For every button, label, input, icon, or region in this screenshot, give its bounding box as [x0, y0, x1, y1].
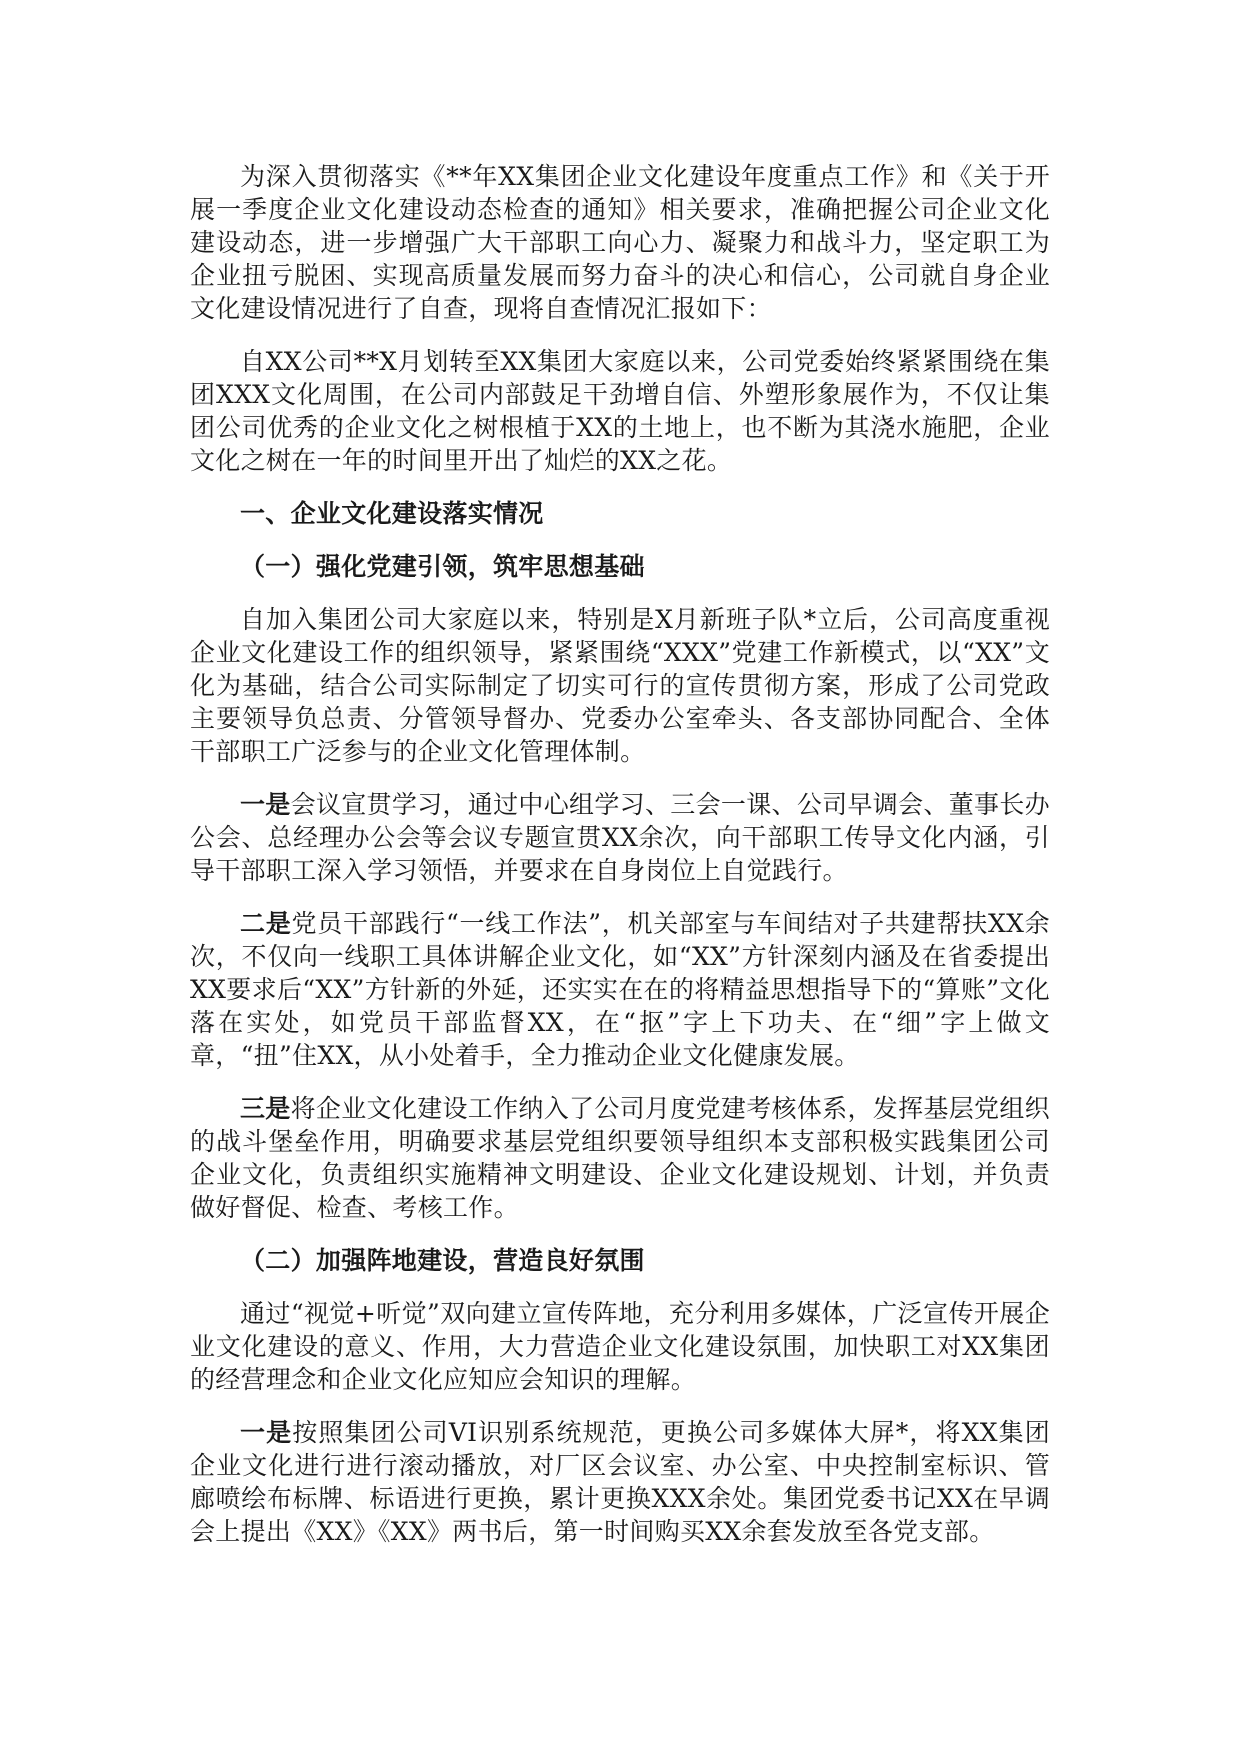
subsection-1-item-1 [190, 788, 1050, 887]
intro-paragraph-1: 为深入贯彻落实《**年XX集团企业文化建设年度重点工作》和《关于开展一季度企业文化建设动态检查的通知》相关要求，准确把握公司企业文化建设动态，进一步增强广大干部职工向心力、凝聚力和战斗力，坚定职工为企业扭亏脱困、实现高质量发展而努力奋斗的决心和信心，公司就自身企业文化建设情况进行了自查，现将自查情况汇报如下： [190, 162, 1050, 323]
subsection-1-heading: （一）强化党建引领，筑牢思想基础 [240, 552, 645, 581]
subsection-2-item-1 [190, 1416, 1050, 1548]
subsection-2-body: 通过“视觉+听觉”双向建立宣传阵地，充分利用多媒体，广泛宣传开展企业文化建设的意义、作用，大力营造企业文化建设氛围，加快职工对XX集团的经营理念和企业文化应知应会知识的理解。 [190, 1299, 1050, 1394]
subsection-2-heading: （二）加强阵地建设，营造良好氛围 [240, 1246, 645, 1275]
item-lead: 一是 [240, 790, 291, 819]
subsection-1-item-2 [190, 907, 1050, 1072]
item-lead: 二是 [240, 909, 292, 938]
item-lead: 一是 [240, 1418, 293, 1447]
item-text: 会议宣贯学习，通过中心组学习、三会一课、公司早调会、董事长办公会、总经理办公会等会议专题宣贯XX余次，向干部职工传导文化内涵，引导干部职工深入学习领悟，并要求在自身岗位上自觉践行。 [190, 790, 1050, 885]
subsection-1-body: 自加入集团公司大家庭以来，特别是X月新班子队*立后，公司高度重视企业文化建设工作的组织领导，紧紧围绕“XXX”党建工作新模式，以“XX”文化为基础，结合公司实际制定了切实可行的宣传贯彻方案，形成了公司党政主要领导负总责、分管领导督办、党委办公室牵头、各支部协同配合、全体干部职工广泛参与的企业文化管理体制。 [190, 605, 1050, 766]
item-text: 按照集团公司VI识别系统规范，更换公司多媒体大屏*，将XX集团企业文化进行进行滚动播放，对厂区会议室、办公室、中央控制室标识、管廊喷绘布标牌、标语进行更换，累计更换XXX余处。集团党委书记XX在早调会上提出《XX》《XX》两书后，第一时间购买XX余套发放至各党支部。 [190, 1418, 1051, 1546]
item-text: 党员干部践行“一线工作法”，机关部室与车间结对子共建帮扶XX余次，不仅向一线职工具体讲解企业文化，如“XX”方针深刻内涵及在省委提出XX要求后“XX”方针新的外延，还实实在在的将精益思想指导下的“算账”文化落在实处，如党员干部监督XX，在“抠”字上下功夫、在“细”字上做文章，“扭”住XX，从小处着手，全力推动企业文化健康发展。 [190, 909, 1050, 1070]
section-1-heading: 一、企业文化建设落实情况 [240, 499, 544, 528]
item-lead: 三是 [240, 1094, 291, 1123]
document-page [190, 160, 1050, 1568]
subsection-1-item-3 [190, 1092, 1050, 1224]
item-text: 将企业文化建设工作纳入了公司月度党建考核体系，发挥基层党组织的战斗堡垒作用，明确要求基层党组织要领导组织本支部积极实践集团公司企业文化，负责组织实施精神文明建设、企业文化建设规划、计划，并负责做好督促、检查、考核工作。 [190, 1094, 1050, 1222]
intro-paragraph-2: 自XX公司**X月划转至XX集团大家庭以来，公司党委始终紧紧围绕在集团XXX文化周围，在公司内部鼓足干劲增自信、外塑形象展作为，不仅让集团公司优秀的企业文化之树根植于XX的土地上，也不断为其浇水施肥，企业文化之树在一年的时间里开出了灿烂的XX之花。 [190, 347, 1050, 475]
